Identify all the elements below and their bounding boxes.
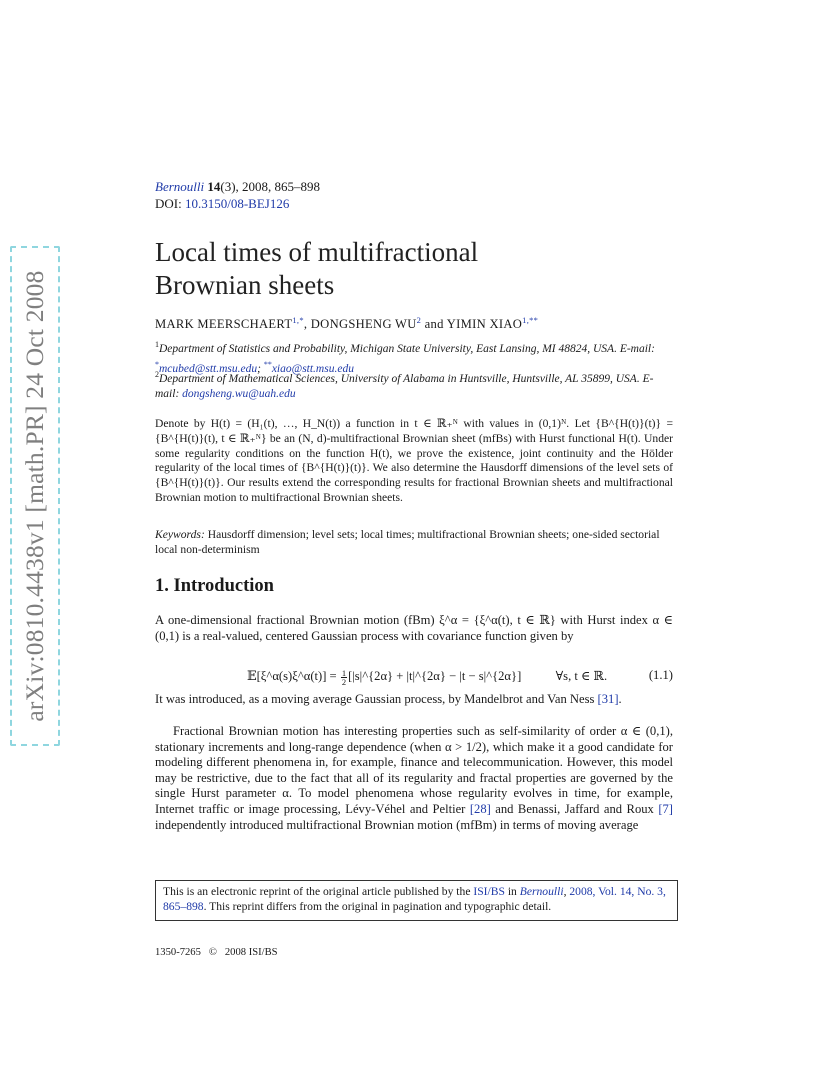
journal-issue-pages: (3), 2008, 865–898 [220, 179, 321, 194]
paragraph-2-end: . [618, 692, 622, 706]
equation-condition: ∀s, t ∈ ℝ. [555, 669, 608, 683]
citation-31-link[interactable]: [31] [597, 692, 619, 706]
email-link-xiao[interactable]: xiao@stt.msu.edu [271, 362, 354, 375]
author-1-mark[interactable]: 1,* [292, 315, 304, 325]
section-number: 1. [155, 576, 169, 596]
copyright-line [155, 947, 278, 958]
affiliation-1-text: Department of Statistics and Probability, Michigan State University, East Lansing, MI 48824, USA. E-mail: [159, 342, 655, 355]
reprint-text: This is an electronic reprint of the original article published by the [163, 885, 474, 898]
fraction-denominator: 2 [341, 676, 347, 687]
title-line-2: Brownian sheets [155, 270, 335, 300]
author-list [155, 315, 538, 332]
doi-label: DOI: [155, 196, 182, 211]
keywords-label: Keywords: [155, 528, 205, 541]
journal-info [155, 178, 320, 212]
author-separator: and [421, 317, 447, 332]
intro-paragraph-2 [155, 692, 673, 708]
paragraph-2-text: It was introduced, as a moving average Gaussian process, by Mandelbrot and Van Ness [155, 692, 598, 706]
volume-link[interactable]: 2008, Vol. 14, No. 3, 865–898 [163, 885, 666, 913]
equation-1-1 [155, 668, 673, 686]
issn: 1350-7265 [155, 947, 201, 958]
journal-volume: 14 [207, 179, 221, 194]
paper-title [155, 236, 675, 302]
author-separator: , [303, 317, 311, 332]
arxiv-stamp-text: arXiv:0810.4438v1 [math.PR] 24 Oct 2008 [20, 270, 49, 722]
arxiv-stamp [10, 246, 60, 746]
affiliation-1-number: 1 [155, 340, 159, 349]
email-mark: ** [263, 359, 272, 369]
equation-left: 𝔼[ξ^α(s)ξ^α(t)] = [247, 669, 340, 683]
bernoulli-link[interactable]: Bernoulli [519, 885, 564, 898]
email-link-meerschaert[interactable]: mcubed@stt.msu.edu [159, 362, 258, 375]
section-title: Introduction [173, 576, 274, 596]
reprint-text: in [504, 885, 520, 898]
doi-line [155, 195, 320, 212]
affiliation-2-text: Department of Mathematical Sciences, University of Alabama in Huntsville, Huntsville, AL 35899, USA. E-mail: [155, 372, 654, 400]
affiliation-2-number: 2 [155, 370, 159, 379]
journal-name-link[interactable]: Bernoulli [155, 179, 205, 194]
journal-citation [155, 178, 320, 195]
title-line-1: Local times of multifractional [155, 237, 479, 267]
intro-paragraph-3 [155, 724, 673, 833]
reprint-text: , [563, 885, 570, 898]
fraction-numerator: 1 [341, 667, 347, 678]
keywords-text: Hausdorff dimension; level sets; local times; multifractional Brownian sheets; one-sided sectorial local non-determinism [155, 528, 660, 556]
abstract: Denote by H(t) = (H₁(t), …, H_N(t)) a function in t ∈ ℝ₊ᴺ with values in (0,1)ᴺ. Let {B^{H(t)}(t)} = {B^{H(t)}(t), t ∈ ℝ₊ᴺ} be an (N, d)-multifractional Brownian sheet (mfBs) with Hurst functional H(t). Under some regularity conditions on the function H(t), we prove the existence, joint continuity and the Hölder regularity of the local times of {B^{H(t)}(t)}. We also determine the Hausdorff dimensions of the level sets of {B^{H(t)}(t)}. Our results extend the corresponding results for fractional Brownian sheets and multifractional Brownian motion to multifractional Brownian sheets. [155, 417, 673, 504]
doi-link[interactable]: 10.3150/08-BEJ126 [184, 196, 290, 211]
reprint-notice-box [155, 880, 678, 921]
author-2-mark[interactable]: 2 [416, 315, 422, 325]
email-separator: ; [257, 362, 264, 375]
author-3: YIMIN XIAO [446, 317, 523, 332]
citation-7-link[interactable]: [7] [658, 801, 673, 816]
paragraph-3-text: independently introduced multifractional Brownian motion (mfBm) in terms of moving average [155, 817, 639, 832]
keywords [155, 528, 673, 558]
equation-number: (1.1) [648, 668, 673, 682]
copyright-text: 2008 ISI/BS [224, 947, 278, 958]
email-mark: * [155, 359, 159, 369]
author-3-mark[interactable]: 1,** [522, 315, 539, 325]
email-link-wu[interactable]: dongsheng.wu@uah.edu [182, 387, 296, 400]
equation-fraction [341, 669, 347, 686]
citation-28-link[interactable]: [28] [469, 801, 491, 816]
isi-bs-link[interactable]: ISI/BS [473, 885, 505, 898]
paragraph-3-text: and Benassi, Jaffard and Roux [490, 801, 659, 816]
affiliation-2 [155, 367, 673, 402]
equation-body [247, 668, 607, 686]
intro-paragraph-1: A one-dimensional fractional Brownian motion (fBm) ξ^α = {ξ^α(t), t ∈ ℝ} with Hurst index α ∈ (0,1) is a real-valued, centered Gaussian process with covariance function given by [155, 613, 673, 643]
section-heading [155, 576, 274, 597]
reprint-text: . This reprint differs from the original in pagination and typographic detail. [203, 899, 552, 913]
paragraph-3-text: Fractional Brownian motion has interesting properties such as self-similarity of order α ∈ (0,1), stationary increments and long-range dependence (when α > 1/2), which make it a good candidate for modeling different phenomena in, for example, finance and telecommunication. However, this model may be restrictive, due to the fact that all of its regularity and fractal properties are governed by the single Hurst parameter α. To model phenomena whose regularity evolves in time, for example, Internet traffic or image processing, Lévy-Véhel and Peltier [155, 724, 673, 816]
author-2: DONGSHENG WU [310, 317, 417, 332]
author-1: MARK MEERSCHAERT [155, 317, 293, 332]
copyright-symbol: © [208, 947, 217, 958]
equation-right: [|s|^{2α} + |t|^{2α} − |t − s|^{2α}] [348, 669, 522, 683]
